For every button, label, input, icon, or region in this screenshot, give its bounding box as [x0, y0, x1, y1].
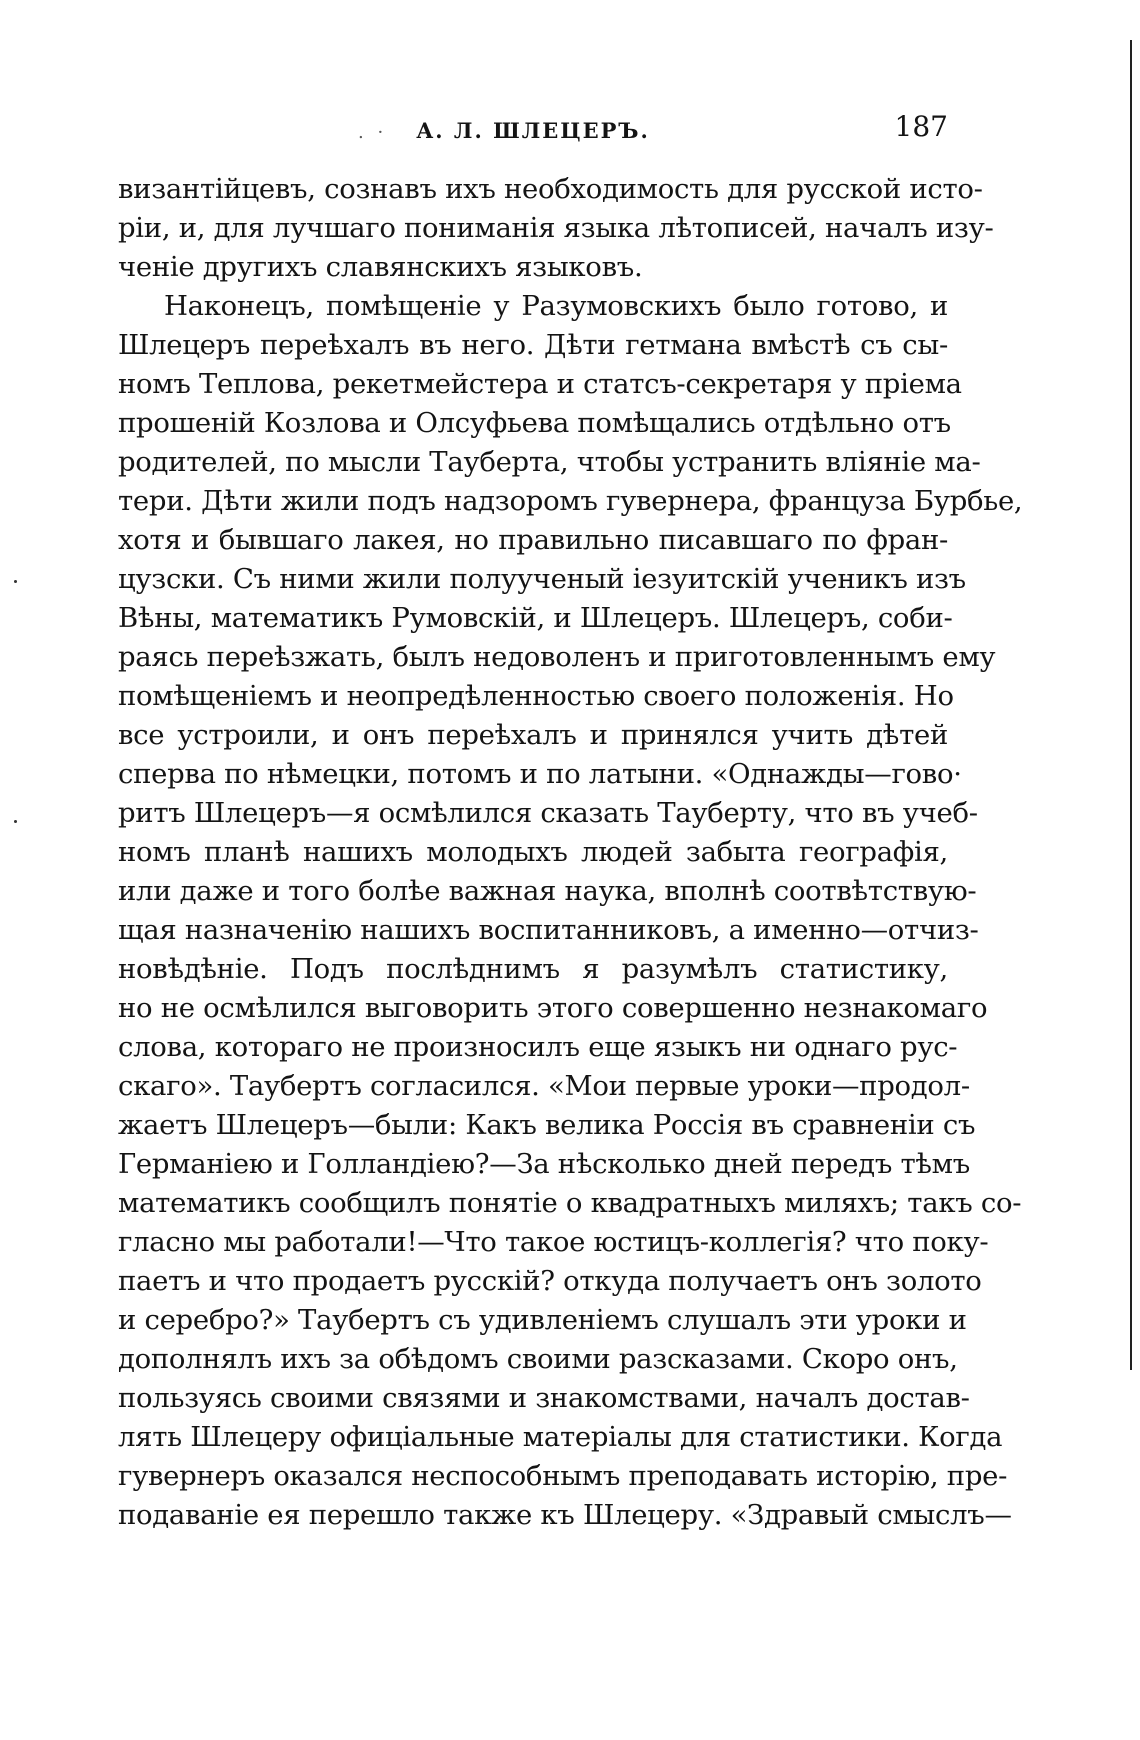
text-line: дополнялъ ихъ за обѣдомъ своими разсказами. Скоро онъ,	[118, 1343, 958, 1375]
text-line: хотя и бывшаго лакея, но правильно писавшаго по фран-	[118, 524, 948, 556]
text-line: ченіе другихъ славянскихъ языковъ.	[118, 251, 643, 283]
text-line: номъ планѣ нашихъ молодыхъ людей забыта географія,	[118, 836, 948, 868]
text-line: слова, котораго не произносилъ еще языкъ ни однаго рус-	[118, 1031, 958, 1063]
body-text	[118, 170, 1023, 1535]
text-line: паетъ и что продаетъ русскій? откуда получаетъ онъ золото	[118, 1265, 982, 1297]
text-line: жаетъ Шлецеръ—были: Какъ велика Россія въ сравненіи съ	[118, 1109, 976, 1141]
text-line: новѣдѣніе. Подъ послѣднимъ я разумѣлъ статистику,	[118, 953, 948, 985]
text-line: гувернеръ оказался неспособнымъ преподавать исторію, пре-	[118, 1460, 1008, 1492]
text-line: подаваніе ея перешло также къ Шлецеру. «Здравый смыслъ—	[118, 1499, 1012, 1531]
text-line: лять Шлецеру офиціальные матеріалы для статистики. Когда	[118, 1421, 1003, 1453]
text-line: прошеній Козлова и Олсуфьева помѣщались отдѣльно отъ	[118, 407, 951, 439]
page-header	[118, 110, 948, 154]
text-line: тери. Дѣти жили подъ надзоромъ гувернера, француза Бурбье,	[118, 485, 1023, 517]
text-line: пользуясь своими связями и знакомствами, началъ достав-	[118, 1382, 970, 1414]
text-line: византійцевъ, сознавъ ихъ необходимость для русской исто-	[118, 173, 983, 205]
text-line: и серебро?» Таубертъ съ удивленіемъ слушалъ эти уроки и	[118, 1304, 967, 1336]
text-line: щая назначенію нашихъ воспитанниковъ, а именно—отчиз-	[118, 914, 979, 946]
text-line: ритъ Шлецеръ—я осмѣлился сказать Тауберту, что въ учеб-	[118, 797, 978, 829]
text-line: родителей, по мысли Тауберта, чтобы устранить вліяніе ма-	[118, 446, 981, 478]
running-head: А. Л. ШЛЕЦЕРЪ.	[416, 118, 650, 143]
scan-speck	[14, 820, 17, 823]
text-line: цузски. Съ ними жили полуученый іезуитскій ученикъ изъ	[118, 563, 966, 595]
text-line: все устроили, и онъ переѣхалъ и принялся учить дѣтей	[118, 719, 948, 751]
text-line: помѣщеніемъ и неопредѣленностью своего положенія. Но	[118, 680, 954, 712]
header-dots: . ·	[358, 122, 388, 143]
text-line: скаго». Таубертъ согласился. «Мои первые уроки—продол-	[118, 1070, 970, 1102]
text-line: или даже и того болѣе важная наука, вполнѣ соотвѣтствую-	[118, 875, 977, 907]
text-line: математикъ сообщилъ понятіе о квадратныхъ миляхъ; такъ со-	[118, 1187, 1022, 1219]
text-line: номъ Теплова, рекетмейстера и статсъ-секретаря у пріема	[118, 368, 962, 400]
text-line: Германіею и Голландіею?—За нѣсколько дней передъ тѣмъ	[118, 1148, 970, 1180]
text-line: гласно мы работали!—Что такое юстицъ-коллегія? что поку-	[118, 1226, 989, 1258]
text-line: Шлецеръ переѣхалъ въ него. Дѣти гетмана вмѣстѣ съ сы-	[118, 329, 948, 361]
text-line: ріи, и, для лучшаго пониманія языка лѣтописей, началъ изу-	[118, 212, 994, 244]
page-edge-line	[1130, 40, 1132, 1370]
text-line: сперва по нѣмецки, потомъ и по латыни. «Однажды—гово·	[118, 758, 962, 790]
paragraph-start-line: Наконецъ, помѣщеніе у Разумовскихъ было готово, и	[164, 290, 948, 322]
text-line: Вѣны, математикъ Румовскій, и Шлецеръ. Шлецеръ, соби-	[118, 602, 953, 634]
text-line: раясь переѣзжать, былъ недоволенъ и приготовленнымъ ему	[118, 641, 996, 673]
page-number: 187	[894, 110, 948, 143]
text-line: но не осмѣлился выговорить этого совершенно незнакомаго	[118, 992, 988, 1024]
scan-speck	[14, 580, 17, 583]
